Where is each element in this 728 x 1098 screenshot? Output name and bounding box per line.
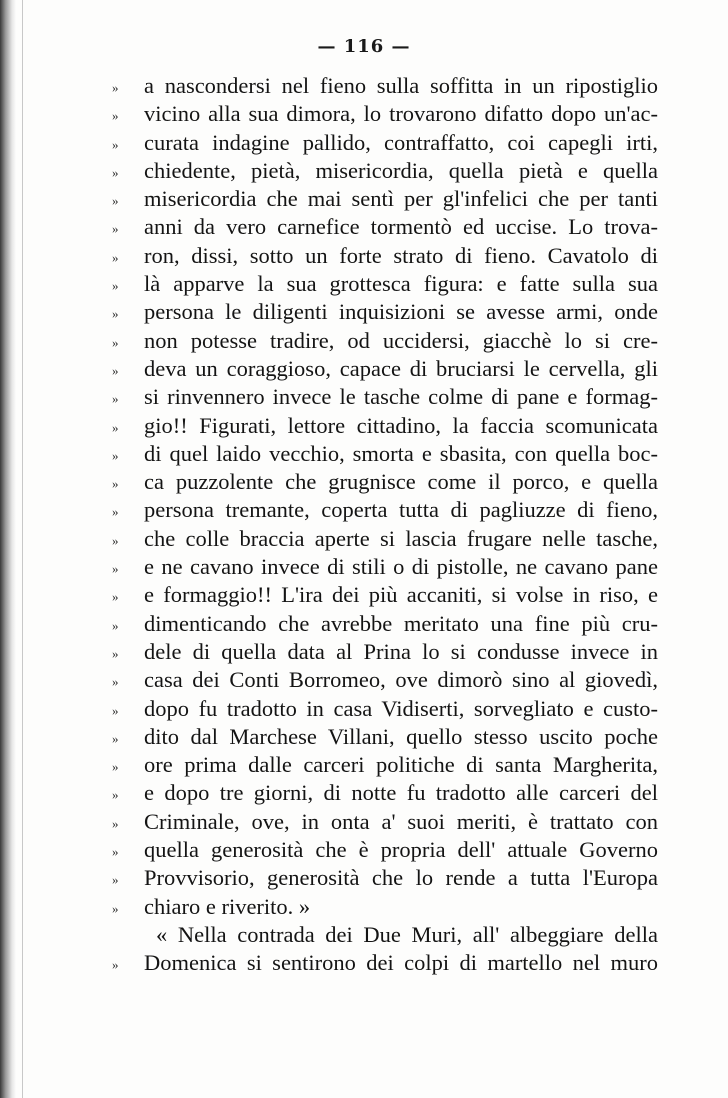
text-line — [112, 157, 658, 185]
text-line — [112, 553, 658, 581]
quote-mark: » — [112, 221, 119, 237]
line-text: là apparve la sua grottesca figura: e fatte sulla sua — [144, 271, 658, 297]
line-text: che colle braccia aperte si lascia frugare nelle tasche, — [144, 525, 658, 551]
text-line — [112, 412, 658, 440]
text-line — [112, 383, 658, 411]
quote-mark: » — [112, 617, 119, 633]
quote-mark: » — [112, 136, 119, 152]
quote-mark: » — [112, 702, 119, 718]
quote-mark: » — [112, 419, 119, 435]
line-text: « Nella contrada dei Due Muri, all' albeggiare della — [156, 921, 658, 947]
text-line — [112, 185, 658, 213]
line-text: quella generosità che è propria dell' attuale Governo — [144, 837, 658, 863]
line-text: misericordia che mai sentì per gl'infelici che per tanti — [144, 186, 658, 212]
text-line — [112, 949, 658, 977]
line-text: anni da vero carnefice tormentò ed uccise. Lo trova- — [144, 214, 658, 240]
quote-mark: » — [112, 872, 119, 888]
quote-mark: » — [112, 844, 119, 860]
quote-mark: » — [112, 362, 119, 378]
line-text: deva un coraggioso, capace di bruciarsi le cervella, gli — [144, 355, 658, 381]
binding-edge — [22, 0, 23, 1098]
line-text: e ne cavano invece di stili o di pistolle, ne cavano pane — [144, 554, 658, 580]
text-line — [112, 581, 658, 609]
quote-mark: » — [112, 645, 119, 661]
text-line — [112, 695, 658, 723]
text-line — [112, 610, 658, 638]
text-line — [112, 723, 658, 751]
text-line — [112, 355, 658, 383]
text-line — [112, 100, 658, 128]
page-number: — 116 — — [317, 36, 411, 57]
line-text: dito dal Marchese Villani, quello stesso uscito poche — [144, 723, 658, 749]
quote-mark: » — [112, 787, 119, 803]
text-line — [112, 893, 658, 921]
text-line — [118, 921, 658, 949]
quote-mark: » — [112, 164, 119, 180]
line-text: a nascondersi nel fieno sulla soffitta in un ripostiglio — [144, 73, 658, 98]
line-text: e dopo tre giorni, di notte fu tradotto alle carceri del — [144, 780, 658, 806]
body-text — [112, 72, 658, 978]
line-text: Provvisorio, generosità che lo rende a tutta l'Europa — [144, 865, 658, 891]
text-line — [112, 242, 658, 270]
line-text: vicino alla sua dimora, lo trovarono difatto dopo un'ac- — [144, 101, 658, 127]
line-text: gio!! Figurati, lettore cittadino, la faccia scomunicata — [144, 412, 658, 438]
quote-mark: » — [112, 674, 119, 690]
text-line — [112, 666, 658, 694]
text-line — [112, 864, 658, 892]
quote-mark: » — [112, 80, 119, 95]
text-line — [112, 327, 658, 355]
quote-mark: » — [112, 193, 119, 209]
text-line — [112, 298, 658, 326]
text-line — [112, 213, 658, 241]
quote-mark: » — [112, 759, 119, 775]
text-line — [112, 808, 658, 836]
quote-mark: » — [112, 730, 119, 746]
quote-mark: » — [112, 108, 119, 124]
line-text: ore prima dalle carceri politiche di santa Margherita, — [144, 752, 658, 778]
quote-mark: » — [112, 532, 119, 548]
text-line — [112, 525, 658, 553]
quote-mark: » — [112, 249, 119, 265]
quote-mark: » — [112, 447, 119, 463]
line-text: ron, dissi, sotto un forte strato di fieno. Cavatolo di — [144, 242, 658, 268]
line-text: Domenica si sentirono dei colpi di martello nel muro — [144, 950, 658, 976]
line-text: si rinvennero invece le tasche colme di pane e formag- — [144, 384, 658, 410]
line-text: dimenticando che avrebbe meritato una fine più cru- — [144, 610, 658, 636]
quote-mark: » — [112, 504, 119, 520]
line-text: persona tremante, coperta tutta di pagliuzze di fieno, — [144, 497, 658, 523]
line-text: dopo fu tradotto in casa Vidiserti, sorvegliato e custo- — [144, 695, 658, 721]
line-text: di quel laido vecchio, smorta e sbasita, con quella boc- — [144, 440, 658, 466]
line-text: curata indagine pallido, contraffatto, coi capegli irti, — [144, 129, 658, 155]
text-line — [112, 638, 658, 666]
quote-mark: » — [112, 476, 119, 492]
line-text: dele di quella data al Prina lo si condusse invece in — [144, 638, 658, 664]
line-text: ca puzzolente che grugnisce come il porco, e quella — [144, 469, 658, 495]
binding-shadow — [0, 0, 16, 1098]
quote-mark: » — [112, 815, 119, 831]
line-text: persona le diligenti inquisizioni se avesse armi, onde — [144, 299, 658, 325]
quote-mark: » — [112, 561, 119, 577]
text-line — [112, 779, 658, 807]
text-line — [112, 440, 658, 468]
text-line — [112, 468, 658, 496]
line-text: non potesse tradire, od uccidersi, giacchè lo si cre- — [144, 327, 658, 353]
line-text: Criminale, ove, in onta a' suoi meriti, è trattato con — [144, 808, 658, 834]
quote-mark: » — [112, 957, 119, 973]
line-text: casa dei Conti Borromeo, ove dimorò sino al giovedì, — [144, 667, 658, 693]
line-text: chiaro e riverito. » — [144, 893, 311, 919]
quote-mark: » — [112, 589, 119, 605]
text-line — [112, 836, 658, 864]
quote-mark: » — [112, 391, 119, 407]
quote-mark: » — [112, 900, 119, 916]
text-line — [112, 496, 658, 524]
text-line — [112, 270, 658, 298]
quote-mark: » — [112, 334, 119, 350]
quote-mark: » — [112, 306, 119, 322]
line-text: e formaggio!! L'ira dei più accaniti, si volse in riso, e — [144, 582, 658, 608]
text-line — [112, 751, 658, 779]
text-line — [112, 129, 658, 157]
quote-mark: » — [112, 278, 119, 294]
text-line — [112, 72, 658, 100]
line-text: chiedente, pietà, misericordia, quella pietà e quella — [144, 157, 658, 183]
